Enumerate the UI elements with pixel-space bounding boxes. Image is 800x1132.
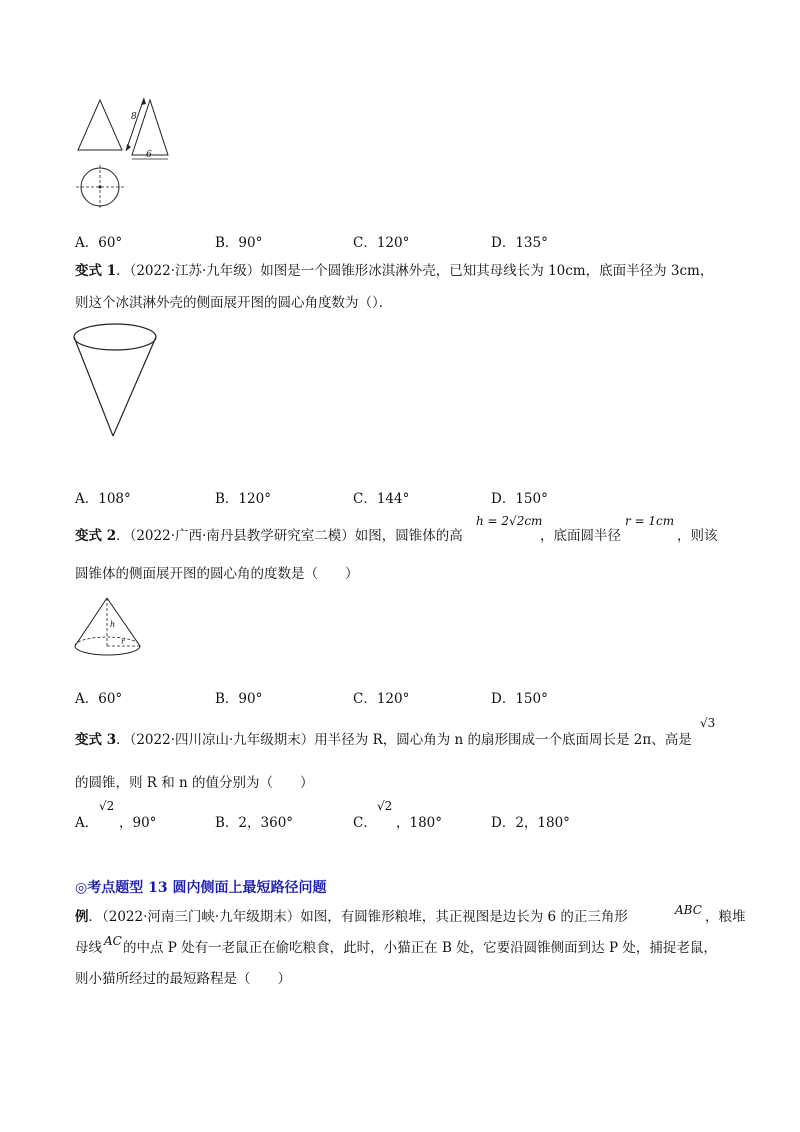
v3-line1 xyxy=(75,731,692,749)
v3-option-a-pre: A． xyxy=(75,815,99,831)
v3-sqrt3: √3 xyxy=(700,716,716,730)
q0-option-b: B．90° xyxy=(215,235,263,251)
figure1-base-label: 6 xyxy=(146,150,152,160)
v2-figure-r-label: r xyxy=(121,637,125,646)
example-line2b: 的中点 P 处有一老鼠正在偷吃粮食，此时，小猫正在 B 处，它要沿圆锥侧面到达 P 处，捕捉老鼠， xyxy=(123,940,717,956)
example-text1a: ．（2022·河南三门峡·九年级期末）如图，有圆锥形粮堆，其正视图是边长为 6 的正三角形 xyxy=(88,909,628,925)
v1-text1: ．（2022·江苏·九年级）如图是一个圆锥形冰淇淋外壳，已知其母线长为 10cm，底面半径为 3cm， xyxy=(116,263,714,279)
v2-text1b: ，底面圆半径 xyxy=(540,528,621,544)
v2-h-expression: h = 2√2cm xyxy=(476,514,543,528)
v2-line1 xyxy=(75,527,463,545)
v2-label: 变式 2 xyxy=(75,528,117,544)
figure1-slant-label: 8 xyxy=(131,112,137,122)
v3-text1: ．（2022·四川凉山·九年级期末）用半径为 R，圆心角为 n 的扇形围成一个底面周长是 2π、高是 xyxy=(116,732,692,748)
section-heading: ◎考点题型 13 圆内侧面上最短路径问题 xyxy=(75,880,327,896)
v2-option-d: D．150° xyxy=(491,691,548,707)
v2-figure-h-label: h xyxy=(110,620,116,629)
v3-option-d: D．2，180° xyxy=(491,815,570,831)
example-ac: AC xyxy=(104,934,122,948)
cone-three-views-figure xyxy=(70,95,190,215)
v3-label: 变式 3 xyxy=(75,732,117,748)
example-line3: 则小猫所经过的最短路程是（ ） xyxy=(75,971,291,987)
v1-line1 xyxy=(75,262,713,280)
v3-option-c-root: √2 xyxy=(377,799,393,813)
v3-option-c-pre: C． xyxy=(353,815,377,831)
v3-option-b: B．2，360° xyxy=(215,815,294,831)
q0-option-a: A．60° xyxy=(75,235,123,251)
example-line2a: 母线 xyxy=(75,940,102,956)
v3-line2: 的圆锥，则 R 和 n 的值分别为（ ） xyxy=(75,775,314,791)
v3-option-a-root: √2 xyxy=(99,799,115,813)
v2-option-b: B．90° xyxy=(215,691,263,707)
q0-option-c: C．120° xyxy=(353,235,410,251)
v2-text1c: ，则该 xyxy=(677,528,718,544)
v1-option-c: C．144° xyxy=(353,491,410,507)
v1-line2: 则这个冰淇淋外壳的侧面展开图的圆心角度数为（）． xyxy=(75,295,393,311)
v2-option-c: C．120° xyxy=(353,691,410,707)
ice-cream-cone-figure xyxy=(70,320,170,440)
v1-label: 变式 1 xyxy=(75,263,117,279)
v2-line2: 圆锥体的侧面展开图的圆心角的度数是（ ） xyxy=(75,566,359,582)
v2-option-a: A．60° xyxy=(75,691,123,707)
example-text1b: ，粮堆 xyxy=(705,909,746,925)
v2-r-expression: r = 1cm xyxy=(625,514,675,528)
v3-option-a-post: ，90° xyxy=(119,815,157,831)
v2-text1a: ．（2022·广西·南丹县教学研究室二模）如图，圆锥体的高 xyxy=(116,528,463,544)
v1-option-a: A．108° xyxy=(75,491,131,507)
example-line1 xyxy=(75,908,628,926)
example-label: 例 xyxy=(75,909,89,925)
cone-height-radius-figure xyxy=(72,596,152,666)
example-abc: ABC xyxy=(675,903,702,917)
q0-option-d: D．135° xyxy=(491,235,548,251)
v3-option-c-post: ，180° xyxy=(396,815,443,831)
v1-option-d: D．150° xyxy=(491,491,548,507)
v1-option-b: B．120° xyxy=(215,491,271,507)
